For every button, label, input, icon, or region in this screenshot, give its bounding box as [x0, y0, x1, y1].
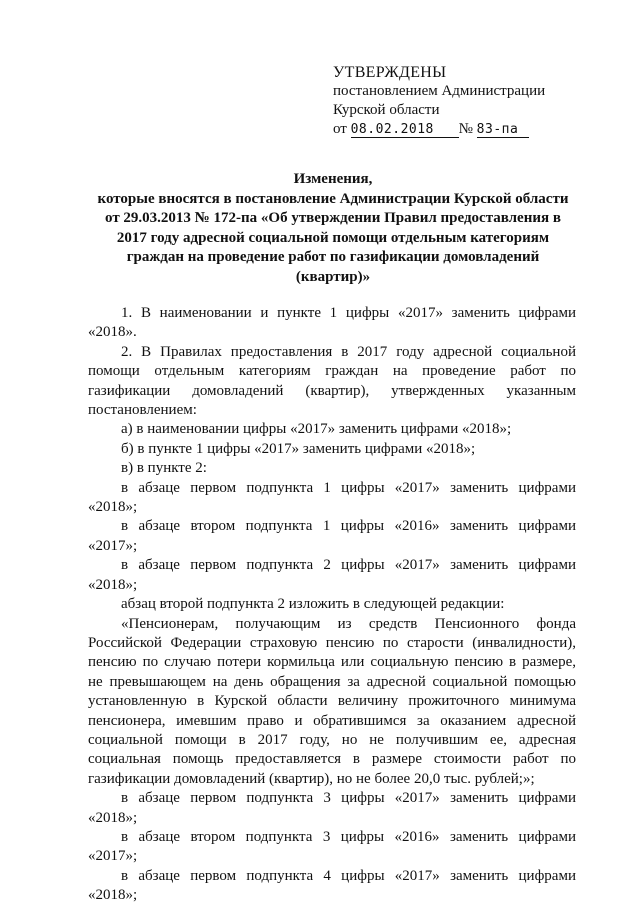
- heading-line: (квартир)»: [295, 268, 371, 285]
- body-line: постановлением:: [88, 402, 197, 419]
- heading-line: граждан на проведение работ по газификации домовладений: [126, 249, 540, 265]
- body-line: «2018»;: [88, 809, 138, 826]
- body-line: 1. В наименовании и пункте 1 цифры «2017» заменить цифрами: [121, 305, 576, 321]
- heading-line: Изменения,: [293, 171, 373, 187]
- body-line: установленную в Курской области величину прожиточного минимума: [88, 693, 576, 710]
- body-line: «2018».: [88, 324, 137, 341]
- body-line: 2. В Правилах предоставления в 2017 году адресной социальной: [121, 343, 576, 360]
- approval-date-line: [333, 120, 593, 139]
- body-line: «2017»;: [88, 848, 138, 865]
- approval-date: 08.02.2018: [350, 122, 434, 137]
- body-line: газификации домовладений (квартир), утвержденных указанным: [88, 382, 576, 399]
- document-heading: [80, 170, 586, 287]
- approval-number-field: [477, 122, 529, 138]
- body-line: в абзаце первом подпункта 2 цифры «2017» заменить цифрами: [121, 557, 576, 574]
- date-prefix: от: [333, 121, 347, 137]
- body-line: пенсионера, имевшим право и обратившимся за оказанием адресной: [88, 712, 576, 729]
- body-line: «2017»;: [88, 537, 138, 554]
- body-line: социальная помощь предоставляется в размере стоимости работ по: [88, 751, 576, 768]
- body-line: «2018»;: [88, 576, 138, 593]
- body-line: газификации домовладений (квартир), но не более 20,0 тыс. рублей;»;: [88, 770, 535, 787]
- heading-line: от 29.03.2013 № 172-па «Об утверждении Правил предоставления в: [105, 210, 561, 226]
- body-line: б) в пункте 1 цифры «2017» заменить цифрами «2018»;: [121, 440, 476, 457]
- body-line: в абзаце первом подпункта 4 цифры «2017» заменить цифрами: [121, 867, 576, 884]
- body-line: «2018»;: [88, 887, 138, 904]
- body-line: в абзаце первом подпункта 1 цифры «2017» заменить цифрами: [121, 479, 576, 496]
- body-line: в абзаце втором подпункта 1 цифры «2016» заменить цифрами: [121, 518, 576, 535]
- body-line: в абзаце втором подпункта 3 цифры «2016» заменить цифрами: [121, 828, 576, 845]
- approval-title: УТВЕРЖДЕНЫ: [333, 64, 447, 81]
- body-line: пенсию по случаю потери кормильца или социальную пенсию в размере,: [88, 654, 576, 671]
- approval-line: постановлением Администрации: [333, 83, 546, 99]
- document-body: [88, 304, 576, 906]
- body-line: абзац второй подпункта 2 изложить в следующей редакции:: [121, 596, 505, 613]
- body-line: а) в наименовании цифры «2017» заменить цифрами «2018»;: [121, 421, 512, 438]
- body-line: не превышающем на день обращения за адресной социальной помощью: [88, 673, 576, 690]
- body-line: «2018»;: [88, 499, 138, 516]
- approval-date-field: [351, 122, 459, 138]
- body-line: в абзаце первом подпункта 3 цифры «2017» заменить цифрами: [121, 790, 576, 807]
- heading-line: которые вносятся в постановление Администрации Курской области: [97, 190, 569, 207]
- body-line: «Пенсионерам, получающим из средств Пенсионного фонда: [121, 615, 576, 632]
- body-line: социальной помощи в 2017 году, но не получившим ее, адресная: [88, 731, 576, 748]
- approval-line: Курской области: [333, 102, 440, 118]
- body-line: помощи отдельным категориям граждан на проведение работ по: [88, 363, 576, 380]
- heading-line: 2017 году адресной социальной помощи отдельным категориям: [116, 229, 550, 246]
- approval-number: 83-па: [476, 122, 519, 137]
- approval-stamp: [333, 63, 593, 139]
- number-prefix: №: [458, 121, 473, 137]
- body-line: в) в пункте 2:: [121, 460, 207, 477]
- body-line: Российской Федерации страховую пенсию по старости (инвалидности),: [88, 634, 576, 651]
